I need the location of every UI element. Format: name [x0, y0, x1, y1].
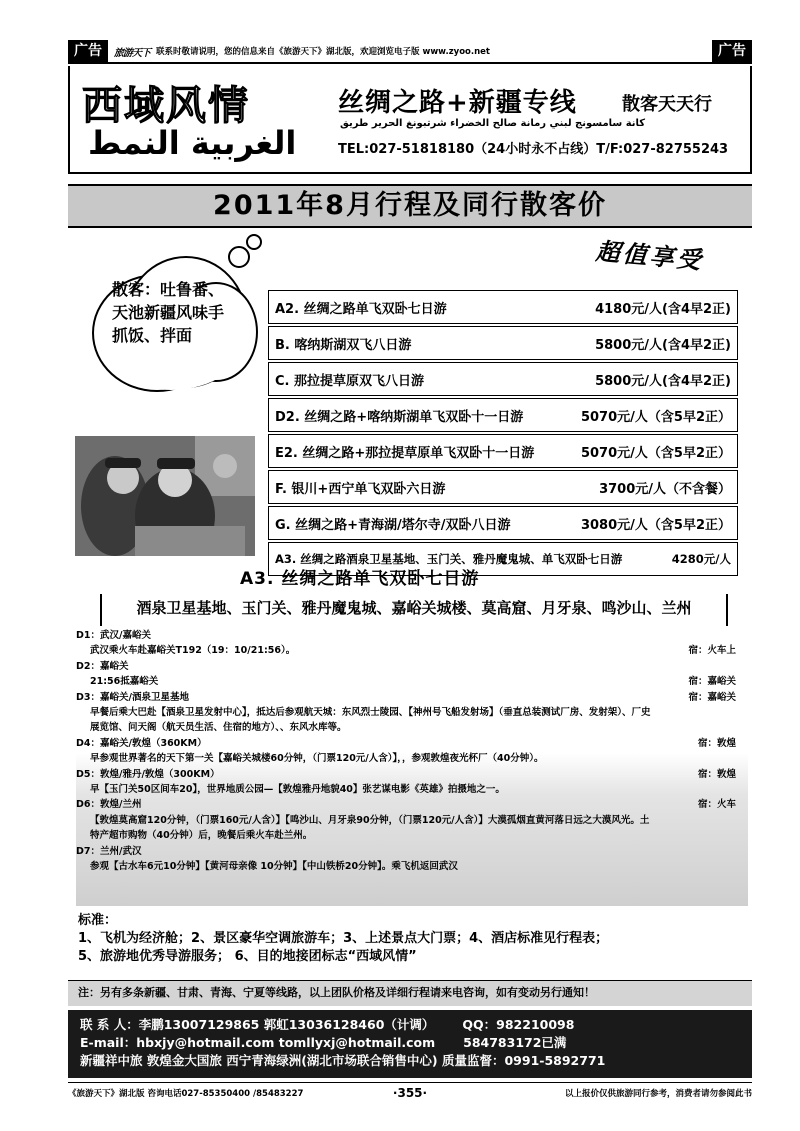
itinerary-day: D5：敦煌/雅丹/敦煌（300KM） 宿：敦煌 早【玉门关50区间车20】，世界地质公园—【敦煌雅丹地貌40】张艺谋电影《英雄》拍摄地之一。 — [76, 768, 736, 796]
route-row[interactable]: A3. 丝绸之路酒泉卫星基地、玉门关、雅丹魔鬼城、单飞双卧七日游 4280元/人 — [268, 542, 738, 576]
footer-left: 《旅游天下》湖北版 咨询电话027-85350400 /85483227 — [68, 1088, 304, 1099]
magazine-logo: 旅游天下 — [114, 47, 150, 59]
itinerary-day: D3：嘉峪关/酒泉卫星基地 宿：嘉峪关 早餐后乘大巴赴【酒泉卫星发射中心】，抵达后参观航天城：东风烈士陵园、【神州号飞船发射场】（垂直总装测试厂房、发射架）、厂史展览馆、问天阁（航天员生活、住宿的地方）、、东风水库等。 — [76, 691, 736, 734]
route-row[interactable]: E2. 丝绸之路+那拉提草原单飞双卧十一日游 5070元/人（含5早2正） — [268, 434, 738, 468]
contact-qq: QQ：982210098 — [462, 1017, 575, 1032]
brand-logo-chinese: 西域风情 — [82, 82, 250, 129]
standards-line: 5、旅游地优秀导游服务； 6、目的地接团标志“西域风情” — [78, 949, 417, 964]
brand-tagline: 丝绸之路+新疆专线 — [338, 88, 577, 118]
route-row[interactable]: G. 丝绸之路+青海湖/塔尔寺/双卧八日游 3080元/人（含5早2正） — [268, 506, 738, 540]
contact-partners: 新疆祥中旅 敦煌金大国旅 西宁青海绿洲(湖北市场联合销售中心) 质量监督：0991-5892771 — [80, 1053, 606, 1068]
sights-banner: 酒泉卫星基地、玉门关、雅丹魔鬼城、嘉峪关城楼、莫高窟、月牙泉、鸣沙山、兰州 — [100, 594, 728, 626]
route-row[interactable]: D2. 丝绸之路+喀纳斯湖单飞双卧十一日游 5070元/人（含5早2正） — [268, 398, 738, 432]
itinerary — [76, 628, 748, 906]
top-notice: 联系时敬请说明，您的信息来自《旅游天下》湖北版，欢迎浏览电子版 www.zyoo.net — [156, 47, 490, 57]
page-footer — [68, 1082, 752, 1102]
standards — [68, 908, 752, 974]
itinerary-day: D1：武汉/嘉峪关 武汉乘火车赴嘉峪关T192（19：10/21:56）。 宿：火车上 — [76, 630, 736, 657]
promo-stamp: 超值享受 — [594, 237, 705, 275]
route-row[interactable]: B. 喀纳斯湖双飞八日游 5800元/人(含4早2正) — [268, 326, 738, 360]
route-row[interactable]: A2. 丝绸之路单飞双卧七日游 4180元/人(含4早2正) — [268, 290, 738, 324]
contact-email[interactable]: E-mail：hbxjy@hotmail.com tomllyxj@hotmail.com — [80, 1035, 436, 1050]
route-row[interactable]: C. 那拉提草原双飞八日游 5800元/人(含4早2正) — [268, 362, 738, 396]
standards-line: 1、飞机为经济舱；2、景区豪华空调旅游车；3、上述景点大门票；4、酒店标准见行程表； — [78, 931, 609, 946]
standards-title: 标准： — [78, 913, 118, 928]
brand-daily: 散客天天行 — [622, 94, 712, 115]
contact-email-note: 584783172已满 — [463, 1035, 567, 1050]
top-bar — [68, 40, 752, 64]
page-headline: 2011年8月行程及同行散客价 — [68, 184, 752, 228]
brand-arabic-line: كانة سامسونج لبني رمانة صالح الخضراء شرتبونغ الحرير طريق — [340, 118, 646, 129]
itinerary-day: D2：嘉峪关 21:56抵嘉峪关 宿：嘉峪关 — [76, 660, 736, 688]
itinerary-day: D4：嘉峪关/敦煌（360KM） 宿：敦煌 早参观世界著名的天下第一关【嘉峪关城楼60分钟，（门票120元/人含）】，，参观敦煌夜光杯厂（40分钟）。 — [76, 737, 736, 765]
page-number: ·355· — [392, 1085, 428, 1100]
note-bar: 注：另有多条新疆、甘肃、青海、宁夏等线路，以上团队价格及详细行程请来电咨询，如有变动另行通知！ — [68, 980, 752, 1006]
route-row[interactable]: F. 银川+西宁单飞双卧六日游 3700元/人（不含餐） — [268, 470, 738, 504]
itinerary-day: D7：兰州/武汉 参观【古水车6元10分钟】【黄河母亲像 10分钟】【中山铁桥20分钟】。乘飞机返回武汉 — [76, 845, 458, 873]
cloud-text: 散客：吐鲁番、天池新疆风味手抓饭、拌面 — [112, 280, 225, 345]
brand-telephone: TEL:027-51818180（24小时永不占线）T/F:027-82755243 — [338, 142, 729, 157]
brand-header — [68, 66, 752, 174]
brand-logo-arabic: الغربية النمط — [88, 124, 297, 162]
itinerary-title: A3. 丝绸之路单飞双卧七日游 — [240, 569, 480, 589]
ad-label-right: 广告 — [712, 40, 752, 62]
route-list — [268, 290, 738, 578]
footer-right: 以上报价仅供旅游同行参考，消费者请勿参阅此书 — [564, 1088, 752, 1099]
photo-children — [75, 436, 255, 556]
itinerary-day: D6：敦煌/兰州 宿：火车 【敦煌莫高窟120分钟，（门票160元/人含）】【鸣沙山、月牙泉90分钟，（门票120元/人含）】大漠孤烟直黄河落日远之大漠风光。土特产超市购物（40分钟）后，晚餐后乘火车赴兰州。 — [76, 799, 736, 842]
contact-block — [68, 1010, 752, 1078]
ad-label: 广告 — [68, 40, 108, 62]
contact-persons: 联 系 人：李鹏13007129865 郭虹13036128460（计调） — [80, 1017, 435, 1032]
